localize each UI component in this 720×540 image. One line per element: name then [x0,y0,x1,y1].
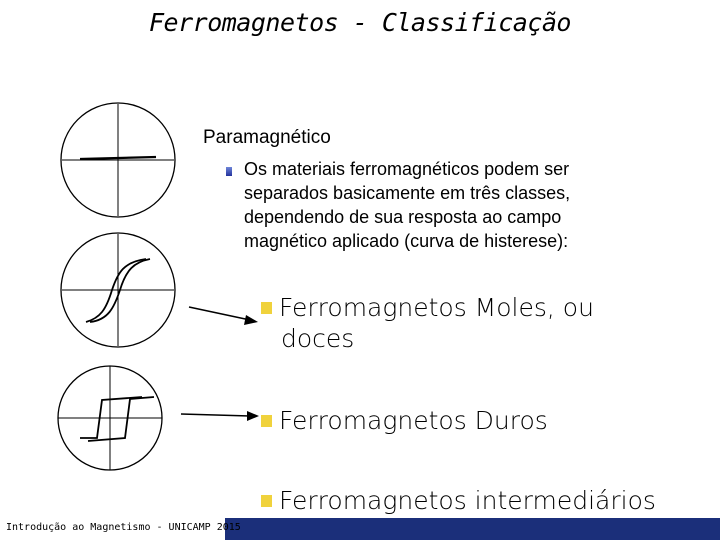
slide-title: Ferromagnetos - Classificação [149,8,571,37]
list-item [261,292,594,354]
heading-paramagnetic: Paramagnético [203,127,331,148]
list-item [261,485,656,516]
footer-bar [225,518,720,540]
bullet-square [261,302,272,314]
list-item [261,405,548,436]
bullet-marker [226,167,232,176]
arrow-icon [189,307,258,325]
bullet-square [261,415,272,427]
item-label: Ferromagnetos intermediários [279,486,656,515]
arrow-icon [181,411,259,421]
item-label: Ferromagnetos Moles, ou [279,293,594,322]
footer-text: Introdução ao Magnetismo - UNICAMP 2015 [6,522,241,533]
item-label-continued: doces [281,324,355,353]
soft-ferromagnet-curve-icon [61,233,175,347]
bullet-square [261,495,272,507]
body-text: Os materiais ferromagnéticos podem ser separados basicamente em três classes, dependendo de sua resposta ao campo magnético aplicado (curva de histerese): [244,159,571,251]
hard-ferromagnet-curve-icon [58,366,162,470]
paramagnetic-curve-icon [61,103,175,217]
item-label: Ferromagnetos Duros [279,406,548,435]
